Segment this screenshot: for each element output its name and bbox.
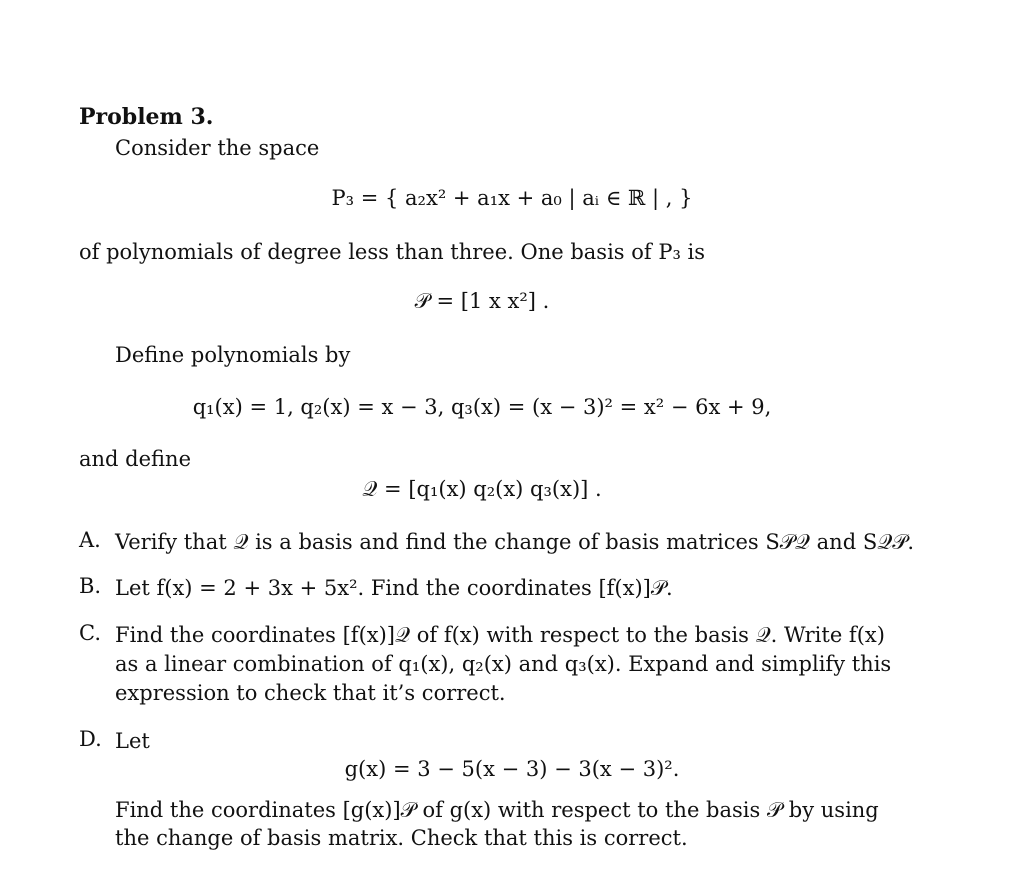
part-a-label: A.: [79, 528, 101, 552]
polys-equation: q₁(x) = 1, q₂(x) = x − 3, q₃(x) = (x − 3)² = x² − 6x + 9,: [192, 395, 772, 419]
define-polys-text: Define polynomials by: [115, 343, 351, 367]
part-d-followup: Find the coordinates [g(x)]𝒫 of g(x) with respect to the basis 𝒫 by using the change of basis matrix. Check that this is correct.: [115, 798, 879, 850]
part-d-text: Let: [115, 729, 150, 753]
g-equation: g(x) = 3 − 5(x − 3) − 3(x − 3)².: [344, 757, 680, 781]
part-c-label: C.: [79, 621, 101, 645]
basis-Q-equation: 𝒬 = [q₁(x) q₂(x) q₃(x)] .: [362, 477, 602, 501]
and-define-text: and define: [79, 447, 191, 471]
part-b-text: Let f(x) = 2 + 3x + 5x². Find the coordinates [f(x)]𝒫.: [115, 576, 673, 600]
part-c-text: Find the coordinates [f(x)]𝒬 of f(x) with respect to the basis 𝒬. Write f(x) as a linear combination of q₁(x), q₂(x) and q₃(x). Expand and simplify this expression to check that it’s correct.: [115, 623, 892, 705]
space-equation: P₃ = { a₂x² + a₁x + a₀ | aᵢ ∈ ℝ | , }: [331, 186, 693, 210]
intro-text: Consider the space: [115, 136, 320, 160]
problem-title: Problem 3.: [79, 104, 214, 130]
part-a-text: Verify that 𝒬 is a basis and find the change of basis matrices S𝒫𝒬 and S𝒬𝒫.: [115, 530, 915, 554]
part-d-label: D.: [79, 727, 102, 751]
basis-sentence: of polynomials of degree less than three. One basis of P₃ is: [79, 240, 706, 264]
part-b-label: B.: [79, 574, 102, 598]
basis-P-equation: 𝒫 = [1 x x²] .: [414, 289, 550, 313]
